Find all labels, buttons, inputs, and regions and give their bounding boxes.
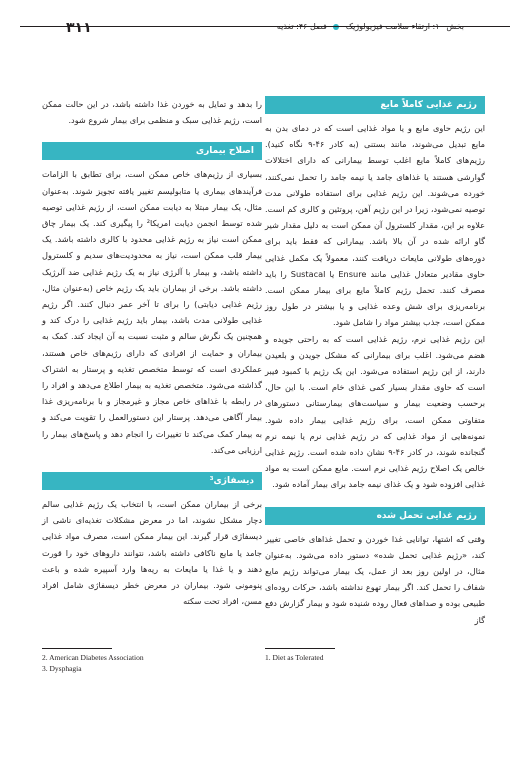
right-column xyxy=(265,96,485,628)
running-head-chapter: فصل ۴۶: تغذیه xyxy=(276,22,327,31)
heading-full-liquid-diet: رژیم غذایی کاملاً مایع xyxy=(265,96,485,114)
footnote-rule-right xyxy=(265,648,335,649)
footnote-1: 1. Diet as Tolerated xyxy=(265,653,324,662)
footnotes-right xyxy=(265,652,485,663)
heading-disease-modification: اصلاح بیماری xyxy=(42,142,262,160)
footnote-3: 3. Dysphagia xyxy=(42,664,82,673)
footnotes-left xyxy=(42,652,262,674)
running-head-section: بخش ۱۰: ارتقاء سلامت فیزیولوژیک xyxy=(345,22,464,31)
footnote-2: 2. American Diabetes Association xyxy=(42,653,144,662)
paragraph-soft-diet: این رژیم غذایی نرم، رژیم غذایی است که به راحتی جویده و هضم می‌شود. اغلب برای بیمارانی که مشکل جویدن و بلعیدن دارند، از این رژیم استفاده می‌شود. این یک رژیم با کمبود فیبر است که حاوی مقدار بسیار کمی غذای خام است. با این حال، برحسب وضعیت بیمار و سیاست‌های بیمارستانی دستورهای متفاوتی ممکن است، برای رژیم غذایی بیمار داده شود. نمونه‌هایی از مواد غذایی که در رژیم غذایی نرم یا نیمه نرم گنجانده شوند، در کادر ۴۶-۹ نشان داده شده است. رژیم غذایی خالص یک اصلاح رژیم غذایی نرم است. مایع ممکن است به مواد غذایی افزوده شود و یک غذای نیمه جامد برای بیمار آماده شود. xyxy=(265,333,485,490)
paragraph-dysphagia: برخی از بیماران ممکن است، با انتخاب یک رژیم غذایی سالم دچار مشکل نشوند، اما در معرض مشکلات تغذیه‌ای ناشی از دیسفاژی قرار گیرند. این بیمار ممکن است، مصرف مواد غذایی جامد یا مایع ناکافی داشته باشد، نتوانند داروهای خود را قورت دهند و یا غذا یا مایعات به ریه‌ها وارد آسپیره شده و باعث پنومونی شود. بیماران در معرض خطر دیسفاژی شامل افراد مسن، افراد تحت سکته xyxy=(42,499,262,607)
left-column xyxy=(42,96,262,609)
paragraph-full-liquid-diet: این رژیم حاوی مایع و یا مواد غذایی است که در دمای بدن به مایع تبدیل می‌شوند، مانند بستنی (به کادر ۴۶-۹ نگاه کنید). رژیم‌های کاملاً مایع اغلب توسط بیمارانی که دارای اختلالات گوارشی هستند یا غذاهای جامد یا نیمه جامد را تحمل نمی‌کنند، خورده می‌شوند. این رژیم غذایی برای استفاده طولانی مدت توصیه نمی‌شود، زیرا در این رژیم آهن، پروتئین و کالری کم است. علاوه بر این، مقدار کلسترول آن ممکن است به دلیل مقدار شیر گاو ارائه شده در آن بالا باشد. بیمارانی که فقط باید برای دوره‌های طولانی مایعات دریافت کنند، معمولاً یک مکمل غذایی حاوی مقادیر متعادل غذایی مانند Ensure یا Sustacal را باید مصرف کنند. تحمل رژیم کاملاً مایع برای بیمار ممکن است. برنامه‌ریزی برای شش وعده غذایی و یا بیشتر در طول روز ممکن است، جذب بیشتر مواد را شامل شود. xyxy=(265,123,485,328)
paragraph-disease-modification: بسیاری از رژیم‌های خاص ممکن است، برای تطابق با الزامات فرآیندهای بیماری یا متابولیسم تغییر یافته تجویز شوند. به‌عنوان مثال، یک بیمار مبتلا به دیابت ممکن است، از رژیم غذایی توصیه شده توسط انجمن دیابت امریکا² را پیگیری کند. یک بیمار چاق ممکن است نیاز به رژیم غذایی محدود با کالری داشته باشد. یک بیمار قلب ممکن است، نیاز به محدودیت‌های سدیم و کلسترول داشته باشد، و بیمار با آلرژی نیاز به یک رژیم غذایی ضد آلرژیک داشته باشد. برخی از بیماران باید یک رژیم خاص (به‌عنوان مثال، رژیم غذایی دیابتی) را برای تا آخر عمر دنبال کنند. اگر رژیم غذایی طولانی مدت باشد، بیمار باید رژیم غذایی را درک کند و همچنین یک نگرش سالم و مثبت نسبت به آن ایجاد کند. کمک به بیماران و حمایت از افرادی که دارای رژیم‌های خاص هستند، عملکردی است که توسط متخصص تغذیه و پرستار به اشتراک گذاشته می‌شود. متخصص تغذیه به بیمار اطلاع می‌دهد و افراد را در رابطه با غذاهای خاص مجاز و غیرمجاز و با برنامه‌ریزی غذا بیمار آگاهی می‌دهد. پرستار این دستورالعمل را تقویت می‌کند و به بیمار کمک می‌کند تا تغییرات را انجام دهد و پاسخ‌های بیمار را ارزیابی می‌کند. xyxy=(42,169,262,455)
page-header xyxy=(20,20,510,50)
heading-dysphagia: دیسفاژی³ xyxy=(42,472,262,490)
page-number: ۳۱۱ xyxy=(66,20,92,36)
paragraph-continuation: را بدهد و تمایل به خوردن غذا داشته باشد، در این حالت ممکن است، رژیم غذایی سبک و منظمی برای بیمار شروع شود. xyxy=(42,99,262,126)
heading-diet-as-tolerated: رژیم غذایی تحمل شده xyxy=(265,507,485,525)
footnote-rule-left xyxy=(42,648,112,649)
header-rule xyxy=(20,26,510,27)
paragraph-diet-as-tolerated: وقتی که اشتها، توانایی غذا خوردن و تحمل غذاهای خاصی تغییر کند، «رژیم غذایی تحمل شده» دستور داده می‌شود. به‌عنوان مثال، در اولین روز بعد از عمل، یک بیمار می‌تواند رژیم مایع شفاف را تحمل کند. اگر بیمار تهوع نداشته باشد، حرکات روده‌ای طبیعی بوده و صداهای فعال روده شنیده شود و بیمار گزارش دفع گاز xyxy=(265,533,485,625)
